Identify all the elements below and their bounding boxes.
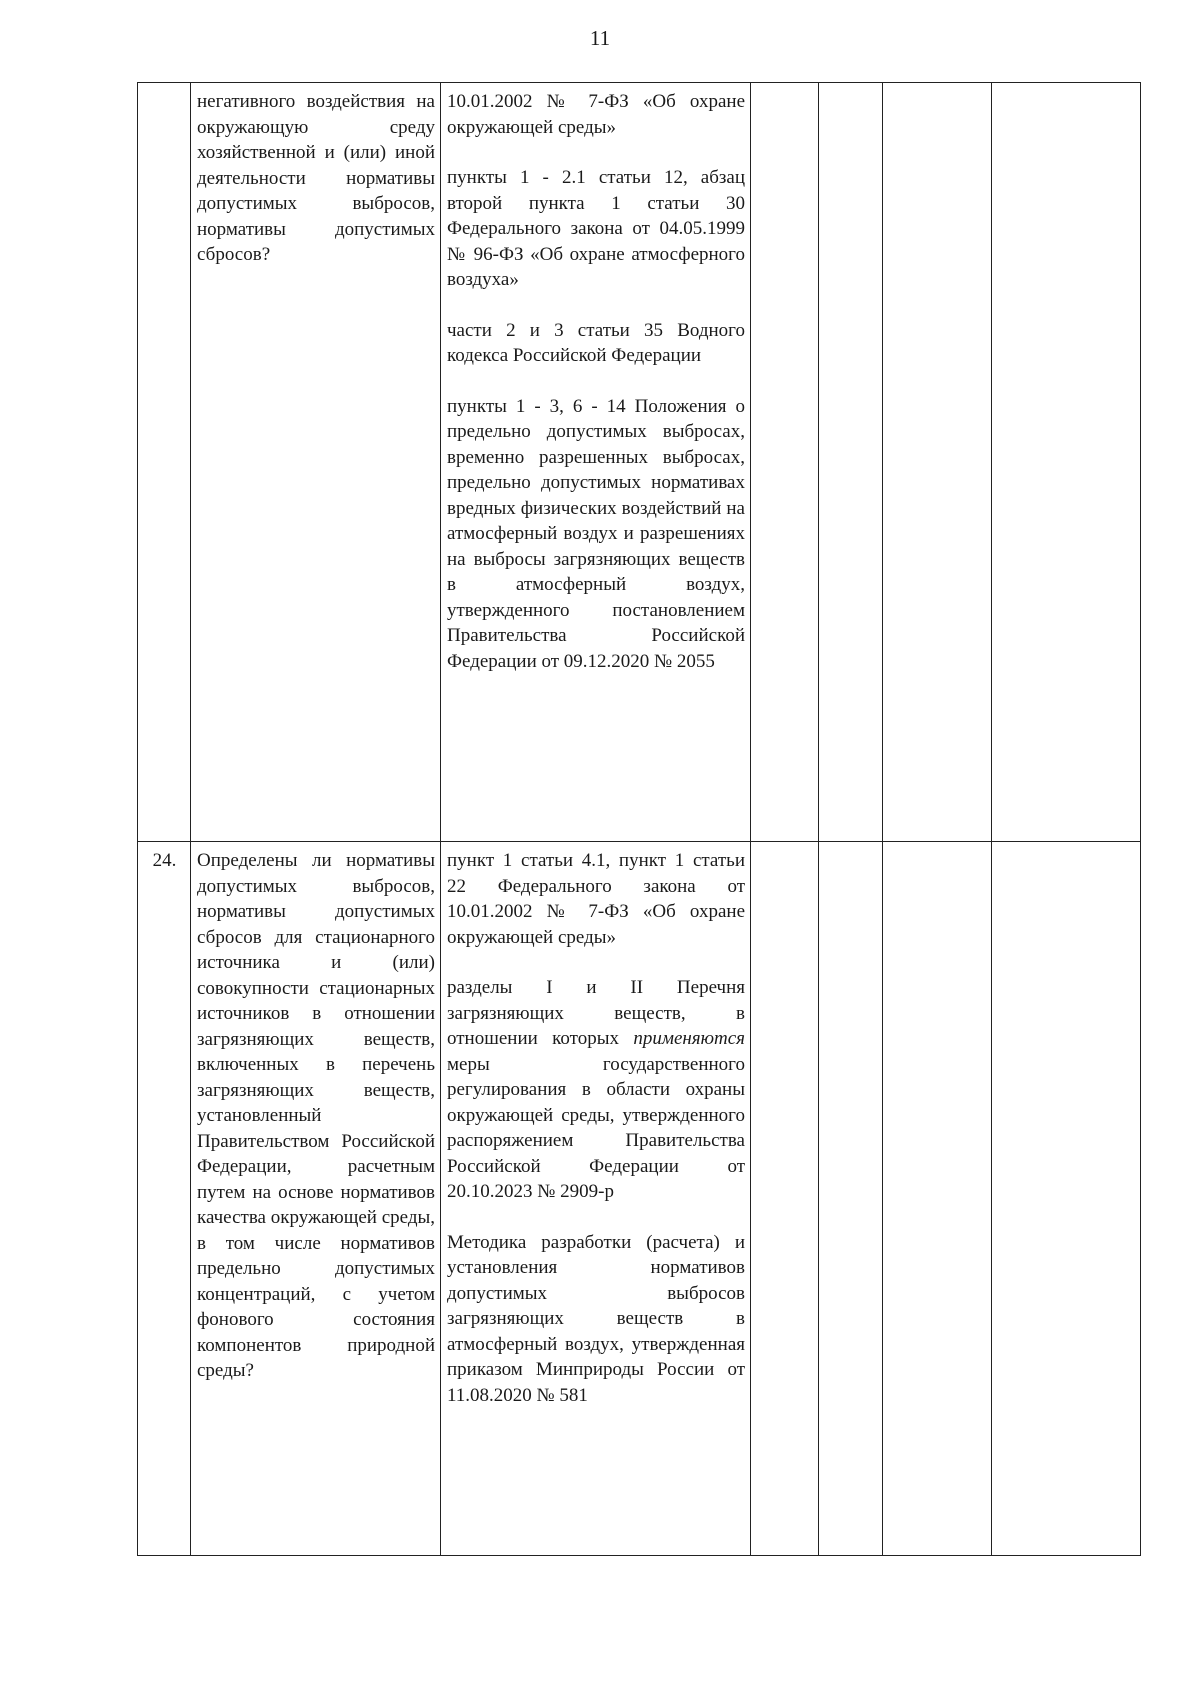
table-row <box>138 83 1141 842</box>
empty-cell <box>992 83 1141 842</box>
references-cell <box>441 83 751 842</box>
empty-cell <box>751 83 819 842</box>
empty-cell <box>819 83 883 842</box>
reference-text: меры государственного регулирования в области охраны окружающей среды, утвержденного распоряжением Правительства Российской Федерации от 20.10.2023 № 2909-р <box>447 1053 745 1202</box>
reference-text-italic: применяются <box>633 1028 746 1049</box>
empty-cell <box>883 842 992 1556</box>
reference-paragraph: пункты 1 - 2.1 статьи 12, абзац второй пункта 1 статьи 30 Федерального закона от 04.05.1999 № 96-ФЗ «Об охране атмосферного воздуха» <box>447 167 745 290</box>
question-cell <box>191 83 441 842</box>
question-text: Определены ли нормативы допустимых выбросов, нормативы допустимых сбросов для стационарного источника и (или) совокупности стационарных источников в отношении загрязняющих веществ, включенных в перечень загрязняющих веществ, установленный Правительством Российской Федерации, расчетным путем на основе нормативов качества окружающей среды, в том числе нормативов предельно допустимых концентраций, с учетом фонового состояния компонентов природной среды? <box>197 850 435 1381</box>
empty-cell <box>751 842 819 1556</box>
page-number: 11 <box>589 26 611 50</box>
question-cell <box>191 842 441 1556</box>
question-text: негативного воздействия на окружающую среду хозяйственной и (или) иной деятельности нормативы допустимых выбросов, нормативы допустимых сбросов? <box>197 91 435 265</box>
reference-paragraph: части 2 и 3 статьи 35 Водного кодекса Российской Федерации <box>447 319 745 366</box>
reference-paragraph: пункт 1 статьи 4.1, пункт 1 статьи 22 Федерального закона от 10.01.2002 № 7-ФЗ «Об охране окружающей среды» <box>447 850 745 948</box>
row-number-cell <box>138 83 191 842</box>
references-cell <box>441 842 751 1556</box>
empty-cell <box>883 83 992 842</box>
row-number-cell: 24. <box>138 842 191 1556</box>
reference-paragraph: 10.01.2002 № 7-ФЗ «Об охране окружающей среды» <box>447 91 745 138</box>
requirements-table <box>137 82 1141 1556</box>
empty-cell <box>992 842 1141 1556</box>
reference-paragraph <box>447 975 745 1205</box>
reference-paragraph: Методика разработки (расчета) и установления нормативов допустимых выбросов загрязняющих веществ в атмосферный воздух, утвержденная приказом Минприроды России от 11.08.2020 № 581 <box>447 1231 745 1406</box>
table-row <box>138 842 1141 1556</box>
reference-text: разделы I и II Перечня загрязняющих веществ, в отношении которых <box>447 977 745 1049</box>
reference-paragraph: пункты 1 - 3, 6 - 14 Положения о предельно допустимых выбросах, временно разрешенных выбросах, предельно допустимых нормативах вредных физических воздействий на атмосферный воздух и разрешениях на выбросы загрязняющих веществ в атмосферный воздух, утвержденного постановлением Правительства Российской Федерации от 09.12.2020 № 2055 <box>447 395 745 672</box>
empty-cell <box>819 842 883 1556</box>
